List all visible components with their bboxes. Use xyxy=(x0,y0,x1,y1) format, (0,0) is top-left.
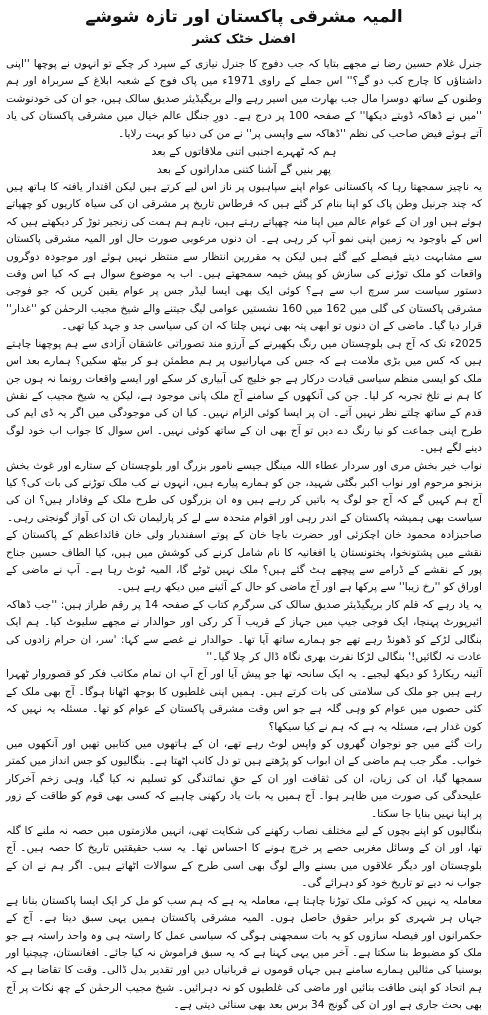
poem-line: ہم کہ ٹھہرے اجنبی اتنی ملاقاتوں کے بعد xyxy=(151,145,337,159)
poem-line: پھر بنیں گے آشنا کتنی مداراتوں کے بعد xyxy=(156,163,332,177)
article-author: افضل خٹک کشر xyxy=(192,32,296,47)
article-body xyxy=(6,56,482,1015)
paragraph: یہ یاد رہے کہ قلم کار بریگیڈیئر صدیق سالک کی سرگرم کتاب کے صفحہ 14 پر رقم طراز ہیں: ''جب ڈھاکہ ائیرپورٹ پہنچا، ایک فوجی جیپ میں جہاز کے قریب آ کر رکی اور حوالدار نے مجھے سلیوٹ کیا۔ ہم ایک بنگالی لڑکے کو ڈھونڈ رہے تھے جو ہمارے ساتھ آیا تھا۔ حوالدار نے غصے سے کہا: 'سر، ان حرام زادوں کی عادت نہ لگائیں!' بنگالی لڑکا نفرت بھری نگاہ ڈال کر چلا گیا۔'' xyxy=(6,598,482,663)
paragraph: بنگالیوں کو اپنے بچوں کے لیے مختلف نصاب رکھنے کی شکایت تھی، انہیں ملازمتوں میں حصہ نہ ملنے کا گلہ تھا، اور ان کے وسائل مغربی حصے پر خرچ ہونے کا احساس تھا۔ یہ سب حقیقتیں تاریخ کا حصہ ہیں۔ آج بلوچستان اور دیگر علاقوں میں بسنے والے لوگ بھی اسی طرح کے سوالات اٹھاتے ہیں۔ اگر ہم نے ان کے جواب نہ دیے تو تاریخ خود کو دہرائے گی۔ xyxy=(6,825,482,890)
paragraph: آئینہ ریکارڈ کو دیکھ لیجیے۔ یہ ایک سانحہ تھا جو پیش آیا اور آج آپ ان تمام مکاتب فکر کو قصوروار ٹھہرا رہے ہیں جو ملک کی سلامتی کی بات کرتے ہیں۔ ہمیں اپنی غلطیوں کا بوجھ اٹھانا ہوگا۔ آج بھی ملک کے کئی حصوں میں عوام کو وہی گلہ ہے جو اس وقت مشرقی پاکستان کے عوام کو تھا۔ مسئلہ یہ نہیں کہ کون غدار ہے، مسئلہ یہ ہے کہ ہم نے کیا سیکھا؟ xyxy=(6,668,482,733)
paragraph: رات گئے میں جو نوجوان گھروں کو واپس لوٹ رہے تھے، ان کے ہاتھوں میں کتابیں تھیں اور آنکھوں میں خواب۔ مگر جب ہم ماضی کے ان ابواب کو پڑھتے ہیں تو دل کانپ اٹھتا ہے۔ بنگالیوں کو جس انداز میں کمتر سمجھا گیا، ان کی زبان، ان کی ثقافت اور ان کے حقِ نمائندگی کو تسلیم نہ کیا گیا، وہی زخم آخرکار علیحدگی کی صورت میں ظاہر ہوا۔ آج ہمیں یہ بات یاد رکھنی چاہیے کہ کسی بھی قوم کو طاقت کے زور پر اپنا نہیں بنایا جا سکتا۔ xyxy=(6,738,482,820)
article-title: المیہ مشرقی پاکستان اور تازہ شوشے xyxy=(85,7,403,27)
paragraph: جنرل غلام حسین رضا نے مجھے بتایا کہ جب دفوج کا جنرل نیازی کے سپرد کر چکے تو انہوں نے پوچھا ''اپنی داشتاؤں کا چارج کب دو گے؟'' اس جملے کے راوی 1971ء میں پاک فوج کے شعبہ ابلاغ کے سربراہ اور ہم وطنوں کے ساتھ دوسرا مال جب بھارت میں اسیر رہے والے بریگیڈیئر صدیق سالک ہیں، جو ان کی خودنوشت ''میں نے ڈھاکہ ڈوبتے دیکھا'' کے صفحہ 100 پر درج ہے۔ دورِ جنگل عالم خیال میں مشرقی پاکستان کی یاد آتے ہوئے فیض صاحب کی نظم ''ڈھاکہ سے واپسی پر'' نے من کی دنیا کو بہت رلایا۔ xyxy=(6,58,482,140)
paragraph: یہ ناچیز سمجھتا رہا کہ پاکستانی عوام اپنے سپاہیوں پر ناز اس لیے کرتے ہیں لیکن اقتدار یافتہ کا ہاتھ ہیں کہ چند جرنیل وطن پاک کو اپنا بنام کر گئے ہیں کہ قرطاس تاریخ پر مشرقی ان کی سیاہ کاریوں کو چھپاتے ہوئے ہیں اور ان کے عوام عالم میں اپنا منہ چھپاتے رہتے ہیں، تاہم ہم ہمت کی زنجیر توڑ کر دیکھتے ہیں کہ اس کے باوجود یہ زمین اپنی نمو آپ کر رہی ہے۔ ان دنوں مرعوبی صورت حال اور المیہ مشرقی پاکستان سے مشابہت دیتے فیصلے کیے گئے ہیں لیکن یہ مقررین انتظار سے منتظر نہیں ہوئے اور موجودہ دوگروں واقعات کو ملک توڑنے کی سازش کو پیش خیمہ سمجھتے ہیں۔ اب یہ موضوع سوال ہے کہ کیا اس وقت دستور سیاست سر سرچ اب سے ہے؟ کوئی ایک بھی ایسا لیڈر جس پر عوام یقین کریں کہ جو فوجی مشرقی پاکستان کی گلی میں 162 میں 160 نشستیں عوامی لیگ جیتنے والے شیخ مجیب الرحمٰن کو ''غدار'' قرار دیا گیا۔ ماضی کے ان دنوں تو ابھی پتہ بھی نہیں چلتا کہ ان کی سیاسی جد و جہد کیا تھی۔ xyxy=(6,181,483,333)
paragraph: نواب خیر بخش مری اور سردار عطاء اللہ مینگل جیسے نامور بزرگ اور بلوچستان کے ستارے اور غوث بخش بزنجو مرحوم اور نواب اکبر بگٹی شہید، جن کو ہمارے پیارے ہیں، انہوں نے کب ملک توڑنے کی بات کی؟ کیا آج ہم کہیں گے کہ آج جو لوگ یہ باتیں کر رہے ہیں وہ ان بزرگوں کی طرح ملک کے وفادار ہیں؟ ان کی سیاست بھی ہمیشہ پاکستان کے اندر رہی اور اقوام متحدہ سے لے کر پارلیمان تک ان کی آواز گونجتی رہی۔ xyxy=(6,459,482,524)
poem-couplet xyxy=(6,143,482,179)
paragraph: 2025ء تک کہ آج ہی بلوچستان میں رنگ بکھیرنے کے آرزو مند تصوراتی عاشقان آزادی سے ہم پوچھنا چاہتے ہیں کہ کس میں بڑی ملامت ہے کہ جس کی مہارانیوں پر ہم مطمئن ہو کر بیٹھ سکیں؟ ہمارے بعد اس ملک کو ایسی منظم سیاسی قیادت درکار ہے جو خلیج کی آبیاری کر سکے اور ایسے واقعات رونما نہ ہوں جن کا ہم نے تلخ تجربہ کر لیا۔ جن کی آنکھوں کے سامنے آج ملک پانی موجود ہے، لیکن یہ شیخ مجیب کے نقش قدم کے ساتھ چلتے نظر نہیں آتے۔ ان پر ایسا کوئی الزام نہیں۔ کیا ان کی موجودگی میں اگر یہ ڈی ایم کی طرح اپنی جماعت کو نیا رنگ دے دیں تو آج بھی ان کے ساتھ کوئی نہیں۔ اس سوال کا جواب اب خود لوگ دینے لگے ہیں۔ xyxy=(6,337,482,455)
paragraph: معاملہ یہ نہیں کہ کوئی ملک توڑنا چاہتا ہے، معاملہ یہ ہے کہ ہم سب کو مل کر ایک ایسا پاکستان بنانا ہے جہاں ہر شہری کو برابر حقوق حاصل ہوں۔ المیہ مشرقی پاکستان ہمیں یہی سبق دیتا ہے۔ آج کے حکمرانوں اور فیصلہ سازوں کو یہ بات سمجھنی ہوگی کہ سیاسی عمل کا راستہ ہی وہ واحد راستہ ہے جو ملک کو مضبوط بنا سکتا ہے۔ آخر میں یہی کہنا ہے کہ یہ سبق فراموش نہ کیا جائے۔ افغانستان، چیچنیا اور بوسنیا کی مثالیں ہمارے سامنے ہیں جہاں قوموں نے قربانیاں دیں اور تقدیر بدل ڈالی۔ وقت کا تقاضا ہے کہ ہم اتحاد کو اپنی طاقت بنائیں اور ماضی کی غلطیوں کو نہ دہرائیں۔ شیخ مجیب الرحمٰن کے چھ نکات پر آج بھی بحث جاری ہے اور ان کی گونج 34 برس بعد بھی سنائی دیتی ہے۔ xyxy=(6,894,482,1012)
paragraph: صاحبزادہ محمود خان اچکزئی اور حضرت باچا خان کے پوتے اسفندیار ولی خان قائداعظم کے پاکستان کے نقشے میں پشتونخوا، پختونستان یا افغانیہ کا نام شامل کرنے کی کوشش میں ہیں، کیا الطاف حسین جناح پور کے نقشے کے ڈرامے سے پیچھے ہٹ گئے ہیں؟ ملک نہیں ٹوٹے گا، المیہ ٹوٹ رہا ہے۔ آپ نے ماضی کے اوراق کو ''رخ زیبا'' سے پرکھا ہے اور آج ماضی کو حال کے آئینے میں دیکھ رہے ہیں۔ xyxy=(6,529,482,594)
